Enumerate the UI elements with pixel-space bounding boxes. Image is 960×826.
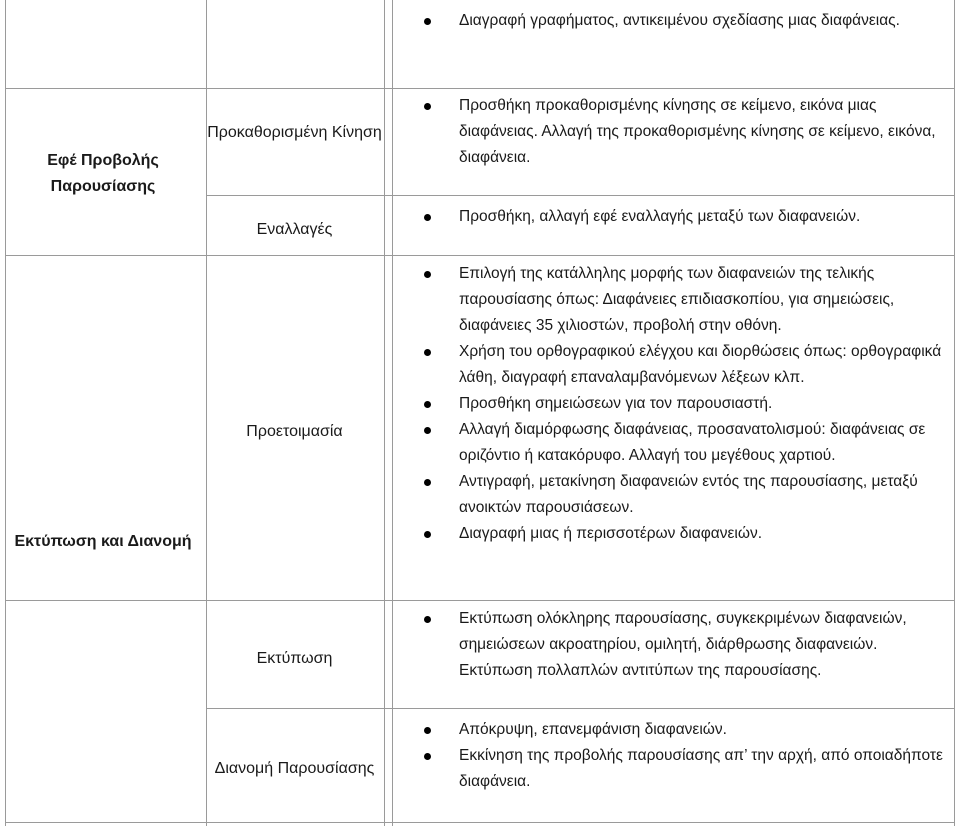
table-border-left [5,0,6,826]
list-item: Εκκίνηση της προβολής παρουσίασης απ’ την αρχή, από οποιαδήποτε διαφάνεια. [400,743,955,795]
subcategory-label: Προετοιμασία [246,423,343,440]
list-item: Αλλαγή διαμόρφωσης διαφάνειας, προσανατολισμού: διαφάνειας σε οριζόντιο ή κατακόρυφο. Αλλαγή του μεγέθους χαρτιού. [400,417,955,469]
row-divider [207,708,955,709]
item-list [400,93,955,171]
list-item: Επιλογή της κατάλληλης μορφής των διαφανειών της τελικής παρουσίασης όπως: Διαφάνειες επιδιασκοπίου, για σημειώσεις, διαφάνειες 35 χιλιοστών, προβολή στην οθόνη. [400,261,955,339]
item-list [400,717,955,795]
list-item: Διαγραφή γραφήματος, αντικειμένου σχεδίασης μιας διαφάνειας. [400,8,955,34]
item-list [400,606,955,684]
list-item: Χρήση του ορθογραφικού ελέγχου και διορθώσεις όπως: ορθογραφικά λάθη, διαγραφή επαναλαμβανόμενων λέξεων κλπ. [400,339,955,391]
item-list [400,261,955,547]
category-label: Εκτύπωση και Διανομή [14,533,192,550]
list-item: Προσθήκη προκαθορισμένης κίνησης σε κείμενο, εικόνα μιας διαφάνειας. Αλλαγή της προκαθορισμένης κίνησης σε κείμενο, εικόνα, διαφάνεια. [400,93,955,171]
item-list [400,204,955,230]
column-divider-3 [392,0,393,826]
table-border-bottom [5,822,955,823]
row-divider [5,255,955,256]
column-divider-2 [384,0,385,826]
category-label: Εφέ Προβολής Παρουσίασης [47,152,159,195]
list-item: Προσθήκη σημειώσεων για τον παρουσιαστή. [400,391,955,417]
list-item: Προσθήκη, αλλαγή εφέ εναλλαγής μεταξύ των διαφανειών. [400,204,955,230]
row-divider [5,88,955,89]
row-divider [5,600,955,601]
row-divider [207,195,955,196]
subcategory-label: Εκτύπωση [256,650,333,667]
subcategory-label: Προκαθορισμένη Κίνηση [207,124,382,141]
item-list [400,8,955,34]
subcategory-label: Διανομή Παρουσίασης [214,760,375,777]
list-item: Εκτύπωση ολόκληρης παρουσίασης, συγκεκριμένων διαφανειών, σημειώσεων ακροατηρίου, ομιλητή, διάρθρωσης διαφανειών. Εκτύπωση πολλαπλών αντιτύπων της παρουσίασης. [400,606,955,684]
subcategory-label: Εναλλαγές [256,221,333,238]
list-item: Αντιγραφή, μετακίνηση διαφανειών εντός της παρουσίασης, μεταξύ ανοικτών παρουσιάσεων. [400,469,955,521]
list-item: Απόκρυψη, επανεμφάνιση διαφανειών. [400,717,955,743]
list-item: Διαγραφή μιας ή περισσοτέρων διαφανειών. [400,521,955,547]
